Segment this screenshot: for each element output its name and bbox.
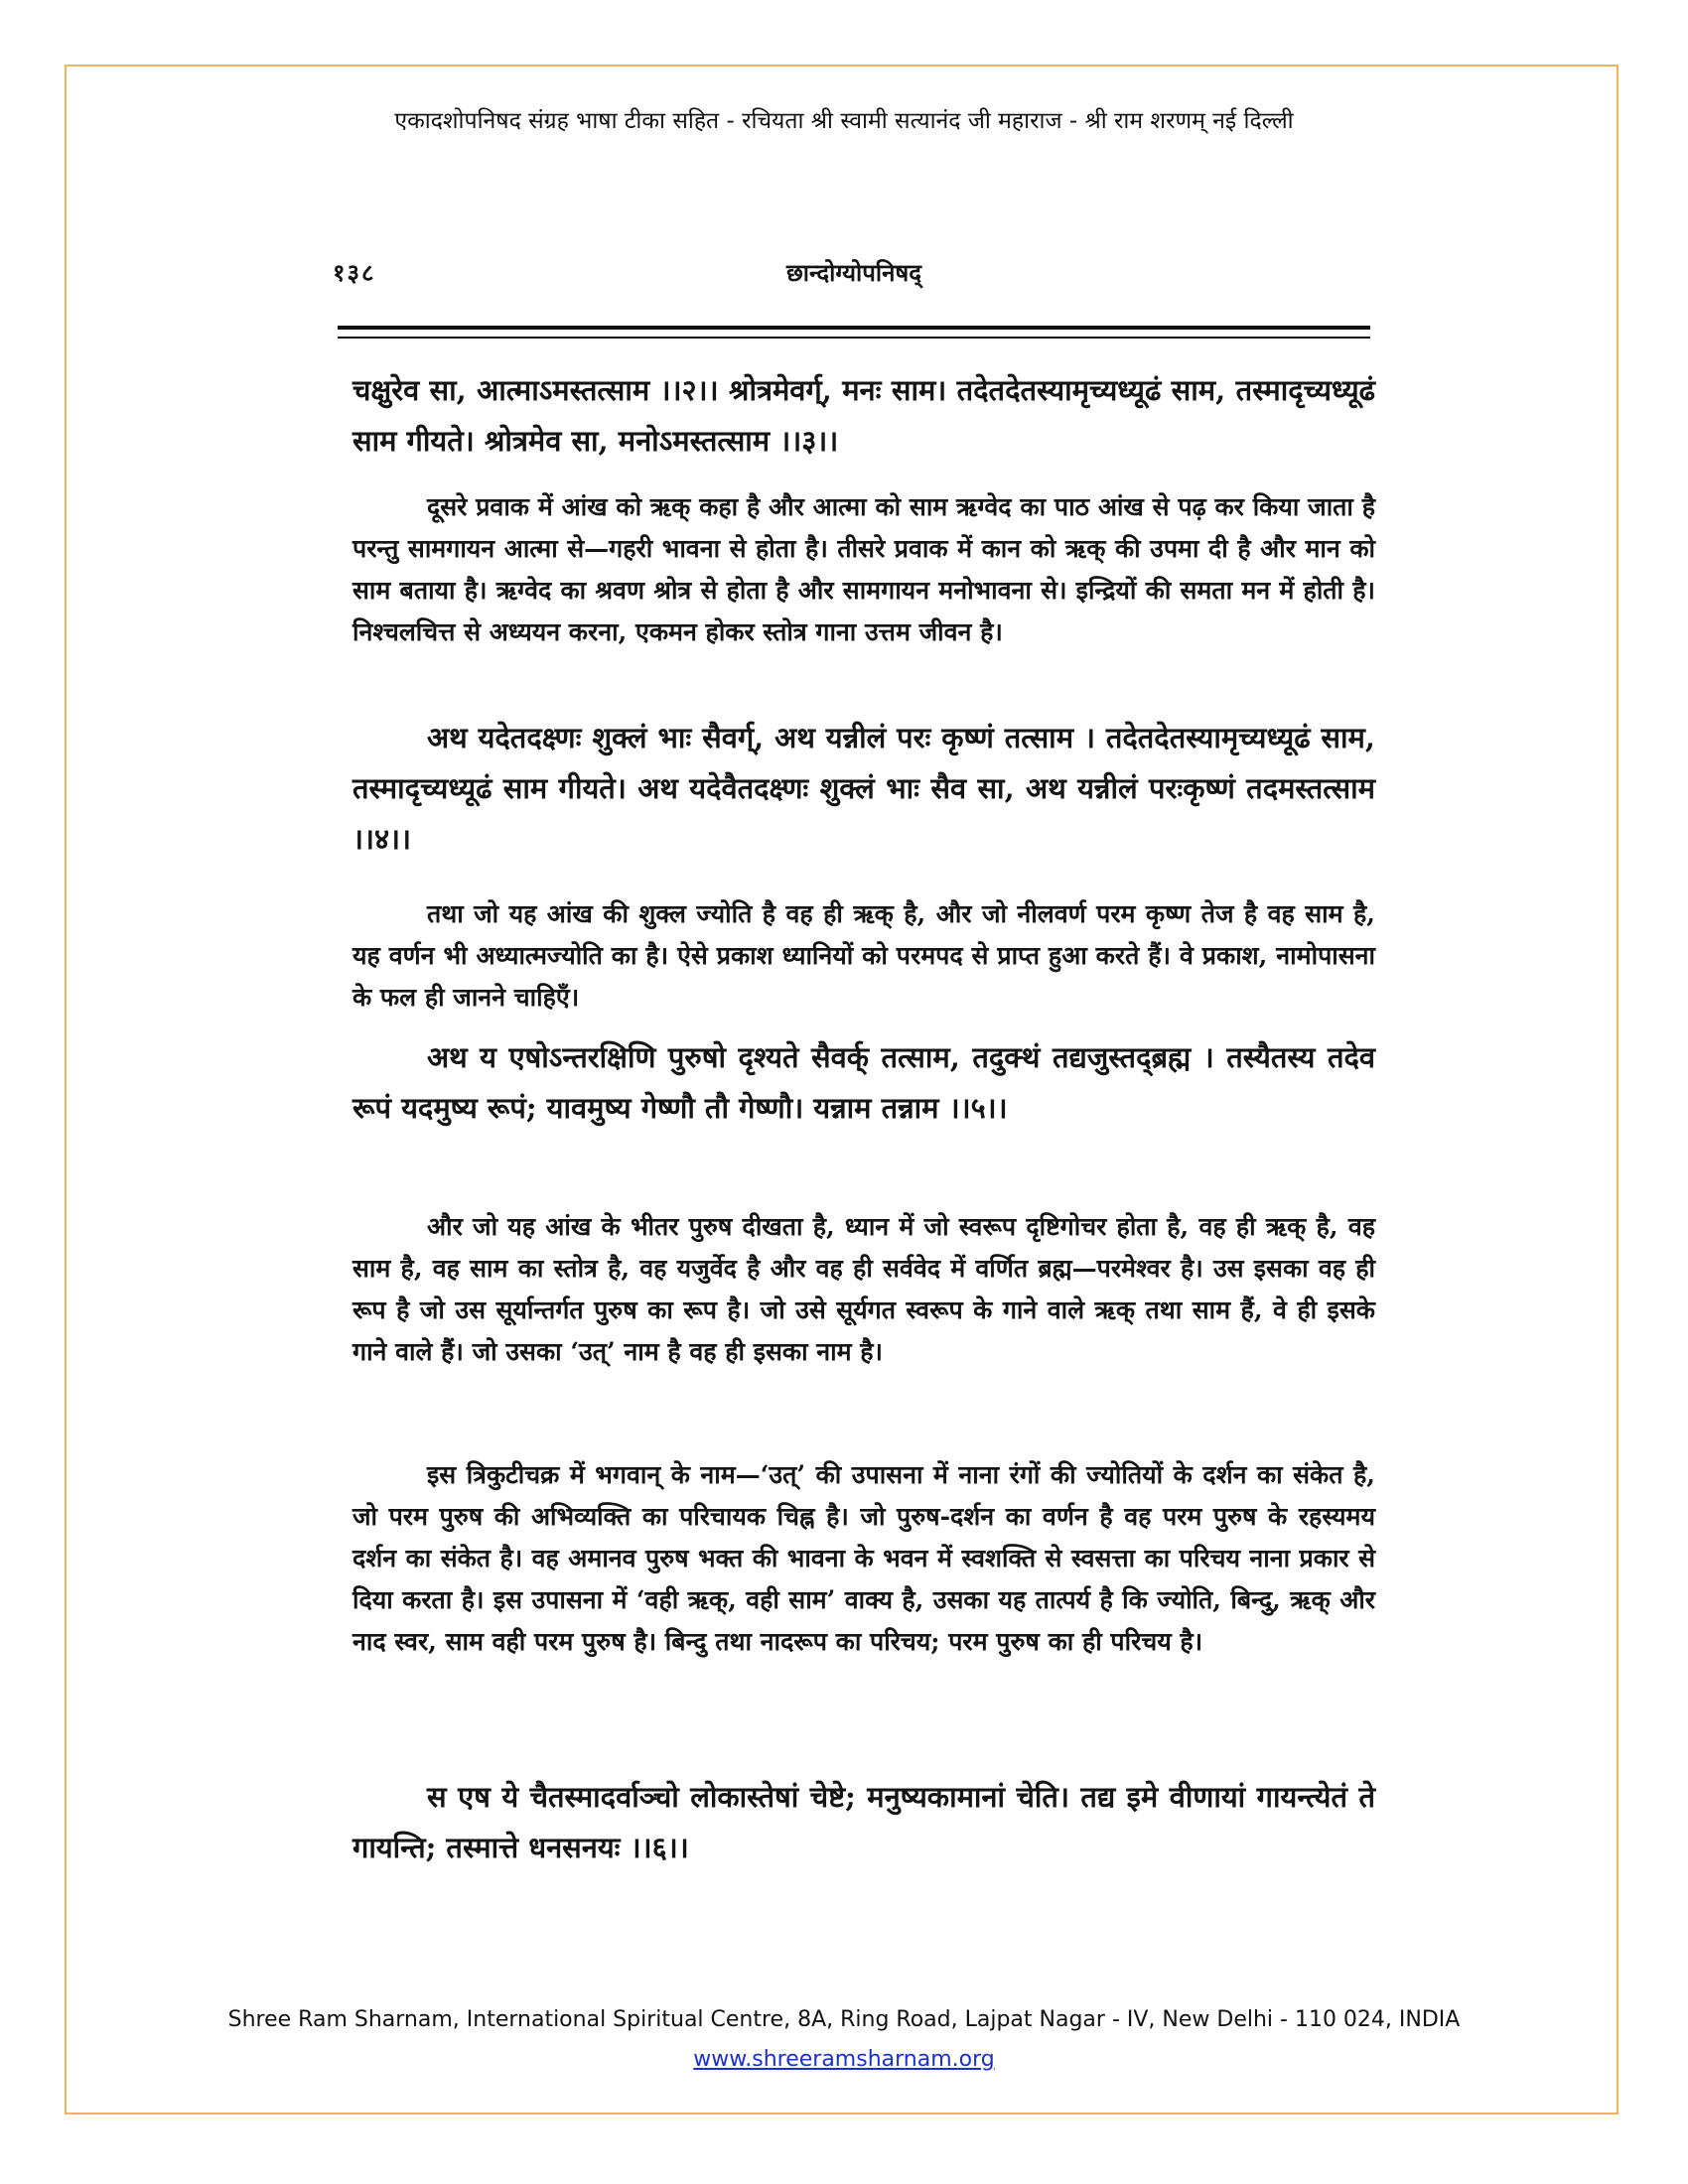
commentary-block: तथा जो यह आंख की शुक्ल ज्योति है वह ही ऋक् है, और जो नीलवर्ण परम कृष्ण तेज है वह साम है, यह वर्णन भी अध्यात्मज्योति का है। ऐसे प्रकाश ध्यानियों को परमपद से प्राप्त हुआ करते हैं। वे प्रकाश, नामोपासना के फल ही जानने चाहिएँ। [352, 899, 1375, 1012]
verse-block: अथ यदेतदक्ष्णः शुक्लं भाः सैवर्ग्, अथ यन्नीलं परः कृष्णं तत्साम । तदेतदेतस्यामृच्यध्यूढं साम, तस्मादृच्यध्यूढं साम गीयते। अथ यदेवैतदक्ष्णः शुक्लं भाः सैव सा, अथ यन्नीलं परःकृष्णं तदमस्तत्साम ।।४।। [352, 721, 1375, 856]
commentary-block: दूसरे प्रवाक में आंख को ऋक् कहा है और आत्मा को साम ऋग्वेद का पाठ आंख से पढ़ कर किया जाता है परन्तु सामगायन आत्मा से—गहरी भावना से होता है। तीसरे प्रवाक में कान को ऋक् की उपमा दी है और मान को साम बताया है। ऋग्वेद का श्रवण श्रोत्र से होता है और सामगायन मनोभावना से। इन्द्रियों की समता मन में होती है। निश्चलचित्त से अध्ययन करना, एकमन होकर स्तोत्र गाना उत्तम जीवन है। [352, 492, 1375, 646]
header-rule-thin [338, 337, 1370, 339]
verse-block: स एष ये चैतस्मादर्वाञ्चो लोकास्तेषां चेष्टे; मनुष्यकामानां चेति। तद्य इमे वीणायां गायन्त्येतं ते गायन्ति; तस्मात्ते धनसनयः ।।६।। [352, 1780, 1375, 1864]
footer-website [0, 2047, 1688, 2072]
website-link[interactable]: www.shreeramsharnam.org [693, 2047, 995, 2072]
verse-block: चक्षुरेव सा, आत्माऽमस्तत्साम ।।२।। श्रोत्रमेवर्ग्, मनः साम। तदेतदेतस्यामृच्यध्यूढं साम, तस्मादृच्यध्यूढं साम गीयते। श्रोत्रमेव सा, मनोऽमस्तत्साम ।।३।। [352, 373, 1375, 458]
commentary-block: इस त्रिकुटीचक्र में भगवान् के नाम—‘उत्’ की उपासना में नाना रंगों की ज्योतियों के दर्शन का संकेत है, जो परम पुरुष की अभिव्यक्ति का परिचायक चिह्न है। जो पुरुष-दर्शन का वर्णन है वह परम पुरुष के रहस्यमय दर्शन का संकेत है। वह अमानव पुरुष भक्त की भावना के भवन में स्वशक्ति से स्वसत्ता का परिचय नाना प्रकार से दिया करता है। इस उपासना में ‘वही ऋक्, वही साम’ वाक्य है, उसका यह तात्पर्य है कि ज्योति, बिन्दु, ऋक् और नाद स्वर, साम वही परम पुरुष है। बिन्दु तथा नादरूप का परिचय; परम पुरुष का ही परिचय है। [352, 1460, 1375, 1656]
scanned-page [323, 238, 1385, 1926]
scan-running-head [323, 256, 1385, 296]
page-number: १३८ [333, 258, 376, 287]
footer-address: Shree Ram Sharnam, International Spiritual Centre, 8A, Ring Road, Lajpat Nagar - IV, New Delhi - 110 024, INDIA [227, 2007, 1461, 2032]
commentary-block: और जो यह आंख के भीतर पुरुष दीखता है, ध्यान में जो स्वरूप दृष्टिगोचर होता है, वह ही ऋक् है, वह साम है, वह साम का स्तोत्र है, वह यजुर्वेद है और वह ही सर्ववेद में वर्णित ब्रह्म—परमेश्वर है। उस इसका वह ही रूप है जो उस सूर्यान्तर्गत पुरुष का रूप है। जो उसे सूर्यगत स्वरूप के गाने वाले ऋक् तथा साम हैं, वे ही इसके गाने वाले हैं। जो उसका ‘उत्’ नाम है वह ही इसका नाम है। [352, 1212, 1375, 1366]
page-header-title: एकादशोपनिषद संग्रह भाषा टीका सहित - रचियता श्री स्वामी सत्यानंद जी महाराज - श्री राम शरणम् नई दिल्ली [394, 108, 1294, 134]
header-rule-thick [338, 326, 1370, 330]
verse-block: अथ य एषोऽन्तरक्षिणि पुरुषो दृश्यते सैवर्क् तत्साम, तदुक्थं तद्यजुस्तद्ब्रह्म । तस्यैतस्य तदेव रूपं यदमुष्य रूपं; यावमुष्य गेष्णौ तौ गेष्णौ। यन्नाम तन्नाम ।।५।। [352, 1040, 1375, 1125]
running-title: छान्दोग्योपनिषद् [785, 258, 922, 287]
